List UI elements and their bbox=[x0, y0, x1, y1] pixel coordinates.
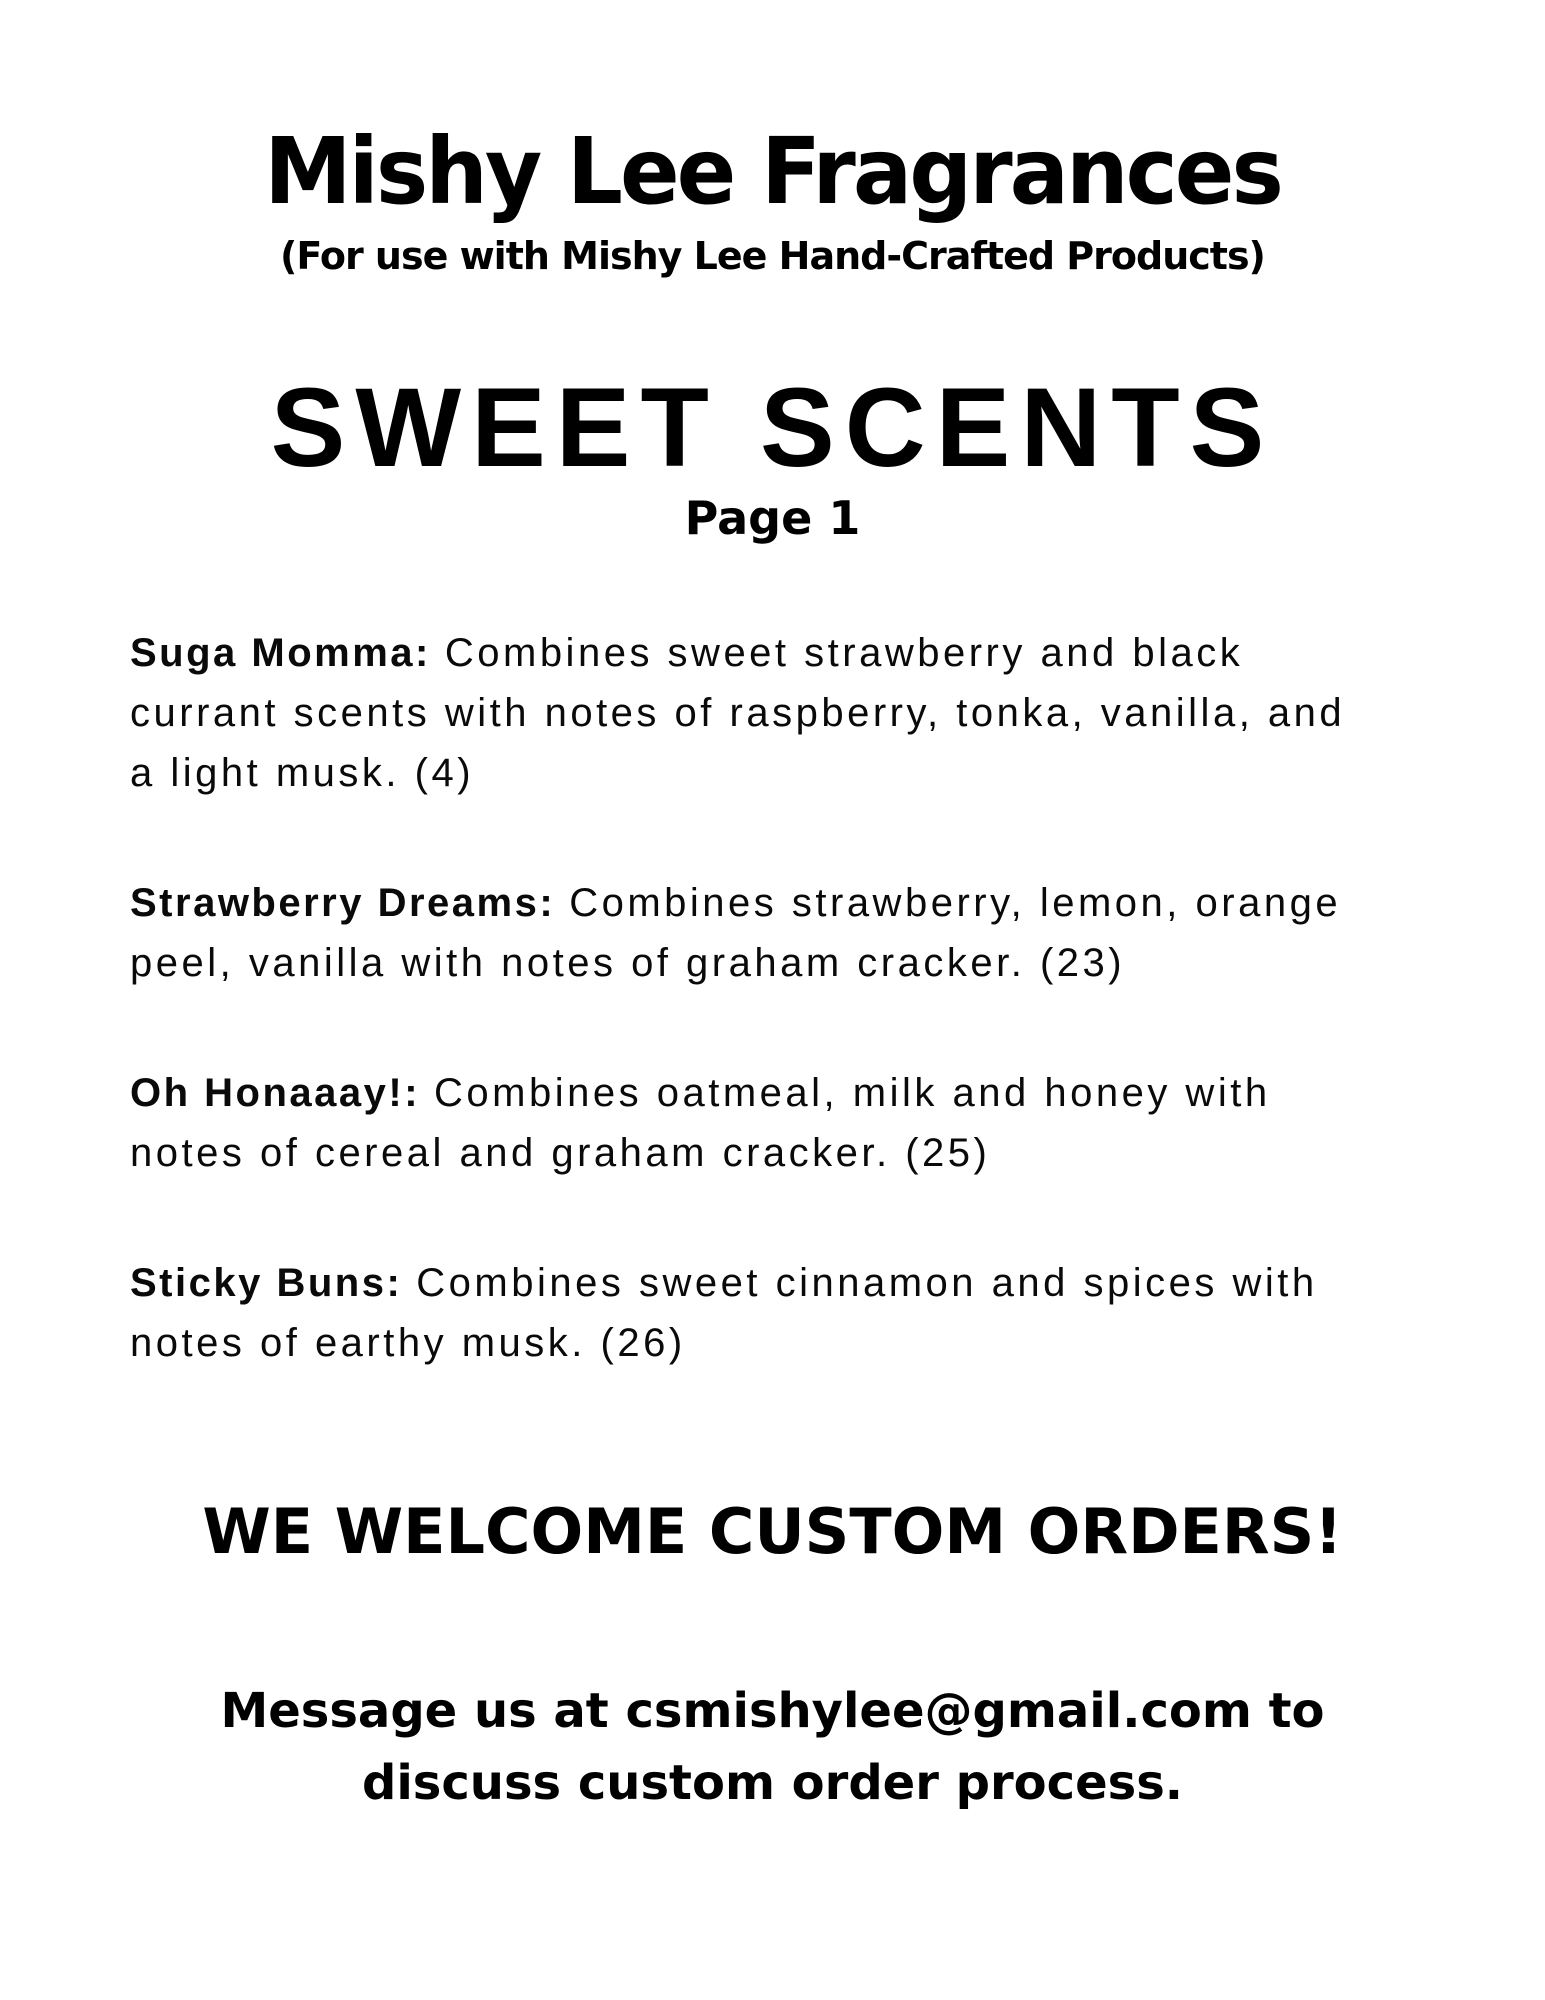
scent-description: Combines sweet strawberry and black currant scents with notes of raspberry, tonka, vanilla, and a light musk. (4) bbox=[130, 631, 1346, 796]
scent-description: Combines sweet cinnamon and spices with notes of earthy musk. (26) bbox=[130, 1261, 1318, 1366]
page-label: Page 1 bbox=[684, 490, 861, 545]
scent-name: Oh Honaaay!: bbox=[130, 1071, 421, 1116]
custom-orders-heading: WE WELCOME CUSTOM ORDERS! bbox=[202, 1495, 1343, 1569]
scent-description: Combines oatmeal, milk and honey with notes of cereal and graham cracker. (25) bbox=[130, 1071, 1271, 1176]
scent-name: Sticky Buns: bbox=[130, 1261, 403, 1306]
scent-item bbox=[130, 873, 1375, 993]
scent-name: Strawberry Dreams: bbox=[130, 881, 556, 926]
scent-item bbox=[130, 1063, 1375, 1183]
scent-list bbox=[130, 623, 1375, 1373]
scent-description: Combines strawberry, lemon, orange peel, vanilla with notes of graham cracker. (23) bbox=[130, 881, 1342, 986]
brand-subtitle: (For use with Mishy Lee Hand-Crafted Products) bbox=[280, 234, 1265, 278]
scent-item bbox=[130, 623, 1375, 803]
scent-item bbox=[130, 1253, 1375, 1373]
brand-title: Mishy Lee Fragrances bbox=[264, 117, 1281, 226]
contact-message: Message us at csmishylee@gmail.com to discuss custom order process. bbox=[220, 1683, 1325, 1812]
section-title: SWEET SCENTS bbox=[270, 364, 1275, 490]
scent-name: Suga Momma: bbox=[130, 631, 431, 676]
